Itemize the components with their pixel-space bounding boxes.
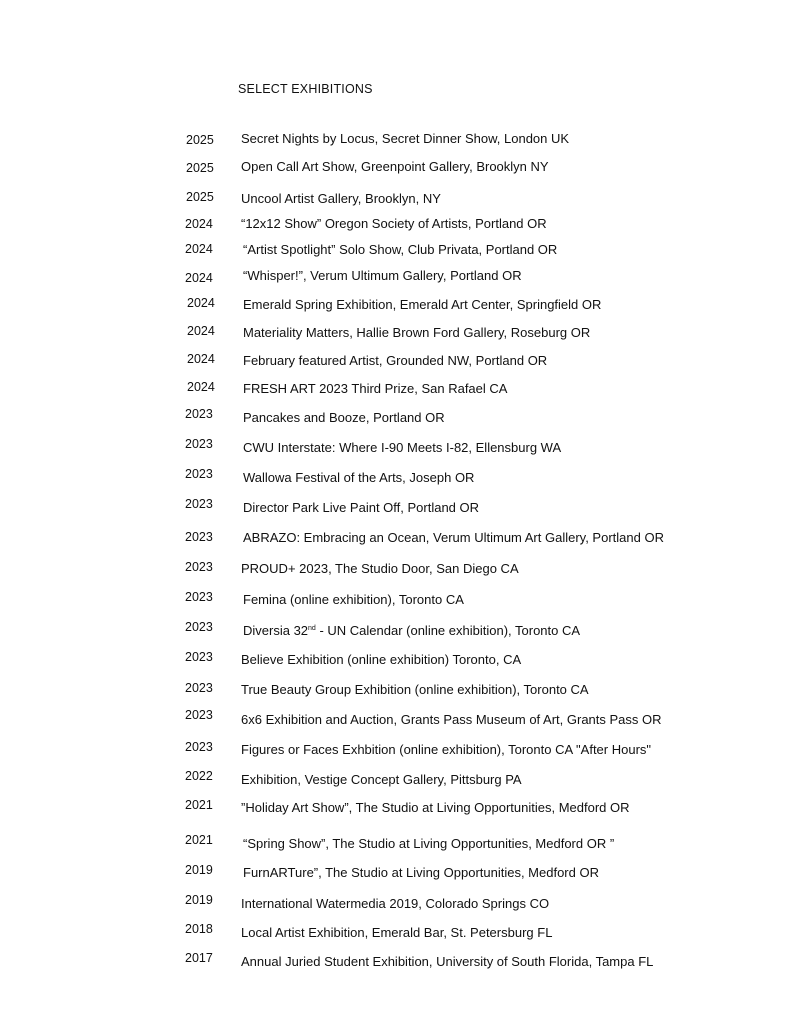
exhibition-title: “Artist Spotlight” Solo Show, Club Privata, Portland OR bbox=[243, 242, 558, 257]
exhibition-year: 2023 bbox=[185, 530, 213, 544]
exhibition-row bbox=[0, 297, 790, 317]
exhibition-row bbox=[0, 620, 790, 643]
exhibition-row bbox=[0, 951, 790, 974]
exhibition-year: 2023 bbox=[185, 560, 213, 574]
exhibition-row bbox=[0, 893, 790, 916]
exhibition-title: February featured Artist, Grounded NW, Portland OR bbox=[243, 353, 548, 368]
exhibition-row bbox=[0, 769, 790, 792]
exhibition-year: 2023 bbox=[185, 590, 213, 604]
exhibition-year: 2024 bbox=[187, 296, 215, 310]
exhibition-title: Local Artist Exhibition, Emerald Bar, St. Petersburg FL bbox=[241, 925, 553, 940]
exhibition-row bbox=[0, 833, 790, 856]
exhibition-year: 2023 bbox=[185, 708, 213, 722]
exhibition-year: 2024 bbox=[187, 352, 215, 366]
ordinal-suffix: nd bbox=[308, 625, 316, 632]
exhibition-title: Exhibition, Vestige Concept Gallery, Pittsburg PA bbox=[241, 772, 522, 787]
exhibition-row bbox=[0, 437, 790, 460]
exhibition-year: 2023 bbox=[185, 467, 213, 481]
exhibition-title: Secret Nights by Locus, Secret Dinner Show, London UK bbox=[241, 131, 570, 146]
exhibition-row bbox=[0, 407, 790, 430]
exhibition-year: 2019 bbox=[185, 863, 213, 877]
exhibition-year: 2017 bbox=[185, 951, 213, 965]
exhibition-year: 2023 bbox=[185, 437, 213, 451]
exhibition-title: Open Call Art Show, Greenpoint Gallery, Brooklyn NY bbox=[241, 159, 549, 174]
exhibition-year: 2022 bbox=[185, 769, 213, 783]
exhibition-title: Emerald Spring Exhibition, Emerald Art Center, Springfield OR bbox=[243, 297, 602, 312]
exhibition-title: PROUD+ 2023, The Studio Door, San Diego CA bbox=[241, 561, 519, 576]
exhibition-row bbox=[0, 353, 790, 373]
exhibition-title: FurnARTure”, The Studio at Living Opportunities, Medford OR bbox=[243, 865, 599, 880]
exhibition-title: “12x12 Show” Oregon Society of Artists, Portland OR bbox=[241, 216, 547, 231]
exhibition-title: Figures or Faces Exhbition (online exhibition), Toronto CA "After Hours" bbox=[241, 742, 652, 757]
exhibition-title: Wallowa Festival of the Arts, Joseph OR bbox=[243, 470, 475, 485]
exhibition-row bbox=[0, 742, 790, 762]
exhibition-title: 6x6 Exhibition and Auction, Grants Pass Museum of Art, Grants Pass OR bbox=[241, 712, 662, 727]
exhibition-title: True Beauty Group Exhibition (online exhibition), Toronto CA bbox=[241, 682, 589, 697]
exhibition-year: 2024 bbox=[187, 324, 215, 338]
exhibition-row bbox=[0, 800, 790, 820]
exhibition-title-rest: - UN Calendar (online exhibition), Toronto CA bbox=[315, 623, 581, 638]
exhibition-title: Annual Juried Student Exhibition, University of South Florida, Tampa FL bbox=[241, 954, 654, 969]
exhibition-year: 2023 bbox=[185, 650, 213, 664]
exhibition-title: Materiality Matters, Hallie Brown Ford Gallery, Roseburg OR bbox=[243, 325, 591, 340]
exhibition-row bbox=[0, 381, 790, 401]
exhibition-row bbox=[0, 682, 790, 702]
exhibition-row bbox=[0, 242, 790, 262]
exhibition-title: Believe Exhibition (online exhibition) Toronto, CA bbox=[241, 652, 522, 667]
exhibition-title: “Spring Show”, The Studio at Living Opportunities, Medford OR ” bbox=[243, 836, 615, 851]
exhibition-row bbox=[0, 652, 790, 672]
exhibition-title bbox=[243, 623, 580, 638]
exhibition-row bbox=[0, 191, 790, 211]
exhibition-year: 2024 bbox=[185, 242, 213, 256]
exhibition-row bbox=[0, 159, 790, 179]
exhibition-row bbox=[0, 325, 790, 345]
exhibition-row bbox=[0, 922, 790, 945]
exhibition-year: 2023 bbox=[185, 497, 213, 511]
exhibition-year: 2023 bbox=[185, 681, 213, 695]
exhibition-title: International Watermedia 2019, Colorado Springs CO bbox=[241, 896, 550, 911]
exhibition-year: 2025 bbox=[186, 133, 214, 147]
exhibition-year: 2021 bbox=[185, 798, 213, 812]
exhibition-title: Uncool Artist Gallery, Brooklyn, NY bbox=[241, 191, 441, 206]
exhibition-title: Femina (online exhibition), Toronto CA bbox=[243, 592, 464, 607]
exhibition-row bbox=[0, 131, 790, 151]
exhibition-title: Pancakes and Booze, Portland OR bbox=[243, 410, 445, 425]
exhibition-title: ABRAZO: Embracing an Ocean, Verum Ultimum Art Gallery, Portland OR bbox=[243, 530, 664, 545]
exhibition-row bbox=[0, 530, 790, 550]
exhibition-title: Director Park Live Paint Off, Portland OR bbox=[243, 500, 480, 515]
exhibition-year: 2023 bbox=[185, 407, 213, 421]
exhibition-row bbox=[0, 467, 790, 490]
exhibition-year: 2025 bbox=[186, 161, 214, 175]
exhibition-year: 2018 bbox=[185, 922, 213, 936]
exhibition-year: 2024 bbox=[185, 217, 213, 231]
exhibition-year: 2025 bbox=[186, 190, 214, 204]
exhibition-row bbox=[0, 268, 790, 288]
exhibition-title: “Whisper!”, Verum Ultimum Gallery, Portland OR bbox=[243, 268, 522, 283]
exhibition-row bbox=[0, 592, 790, 612]
exhibition-row bbox=[0, 865, 790, 885]
exhibition-year: 2024 bbox=[185, 271, 213, 285]
exhibition-year: 2019 bbox=[185, 893, 213, 907]
exhibition-year: 2021 bbox=[185, 833, 213, 847]
exhibition-year: 2023 bbox=[185, 620, 213, 634]
exhibition-title: CWU Interstate: Where I-90 Meets I-82, Ellensburg WA bbox=[243, 440, 562, 455]
exhibition-row bbox=[0, 216, 790, 236]
exhibition-row bbox=[0, 561, 790, 581]
exhibition-title: FRESH ART 2023 Third Prize, San Rafael CA bbox=[243, 381, 508, 396]
exhibition-row bbox=[0, 708, 790, 732]
exhibition-title-main: Diversia 32 bbox=[243, 623, 309, 638]
exhibition-year: 2023 bbox=[185, 740, 213, 754]
section-title: SELECT EXHIBITIONS bbox=[238, 82, 373, 96]
exhibition-year: 2024 bbox=[187, 380, 215, 394]
exhibition-title: ”Holiday Art Show”, The Studio at Living Opportunities, Medford OR bbox=[241, 800, 630, 815]
exhibition-row bbox=[0, 497, 790, 520]
